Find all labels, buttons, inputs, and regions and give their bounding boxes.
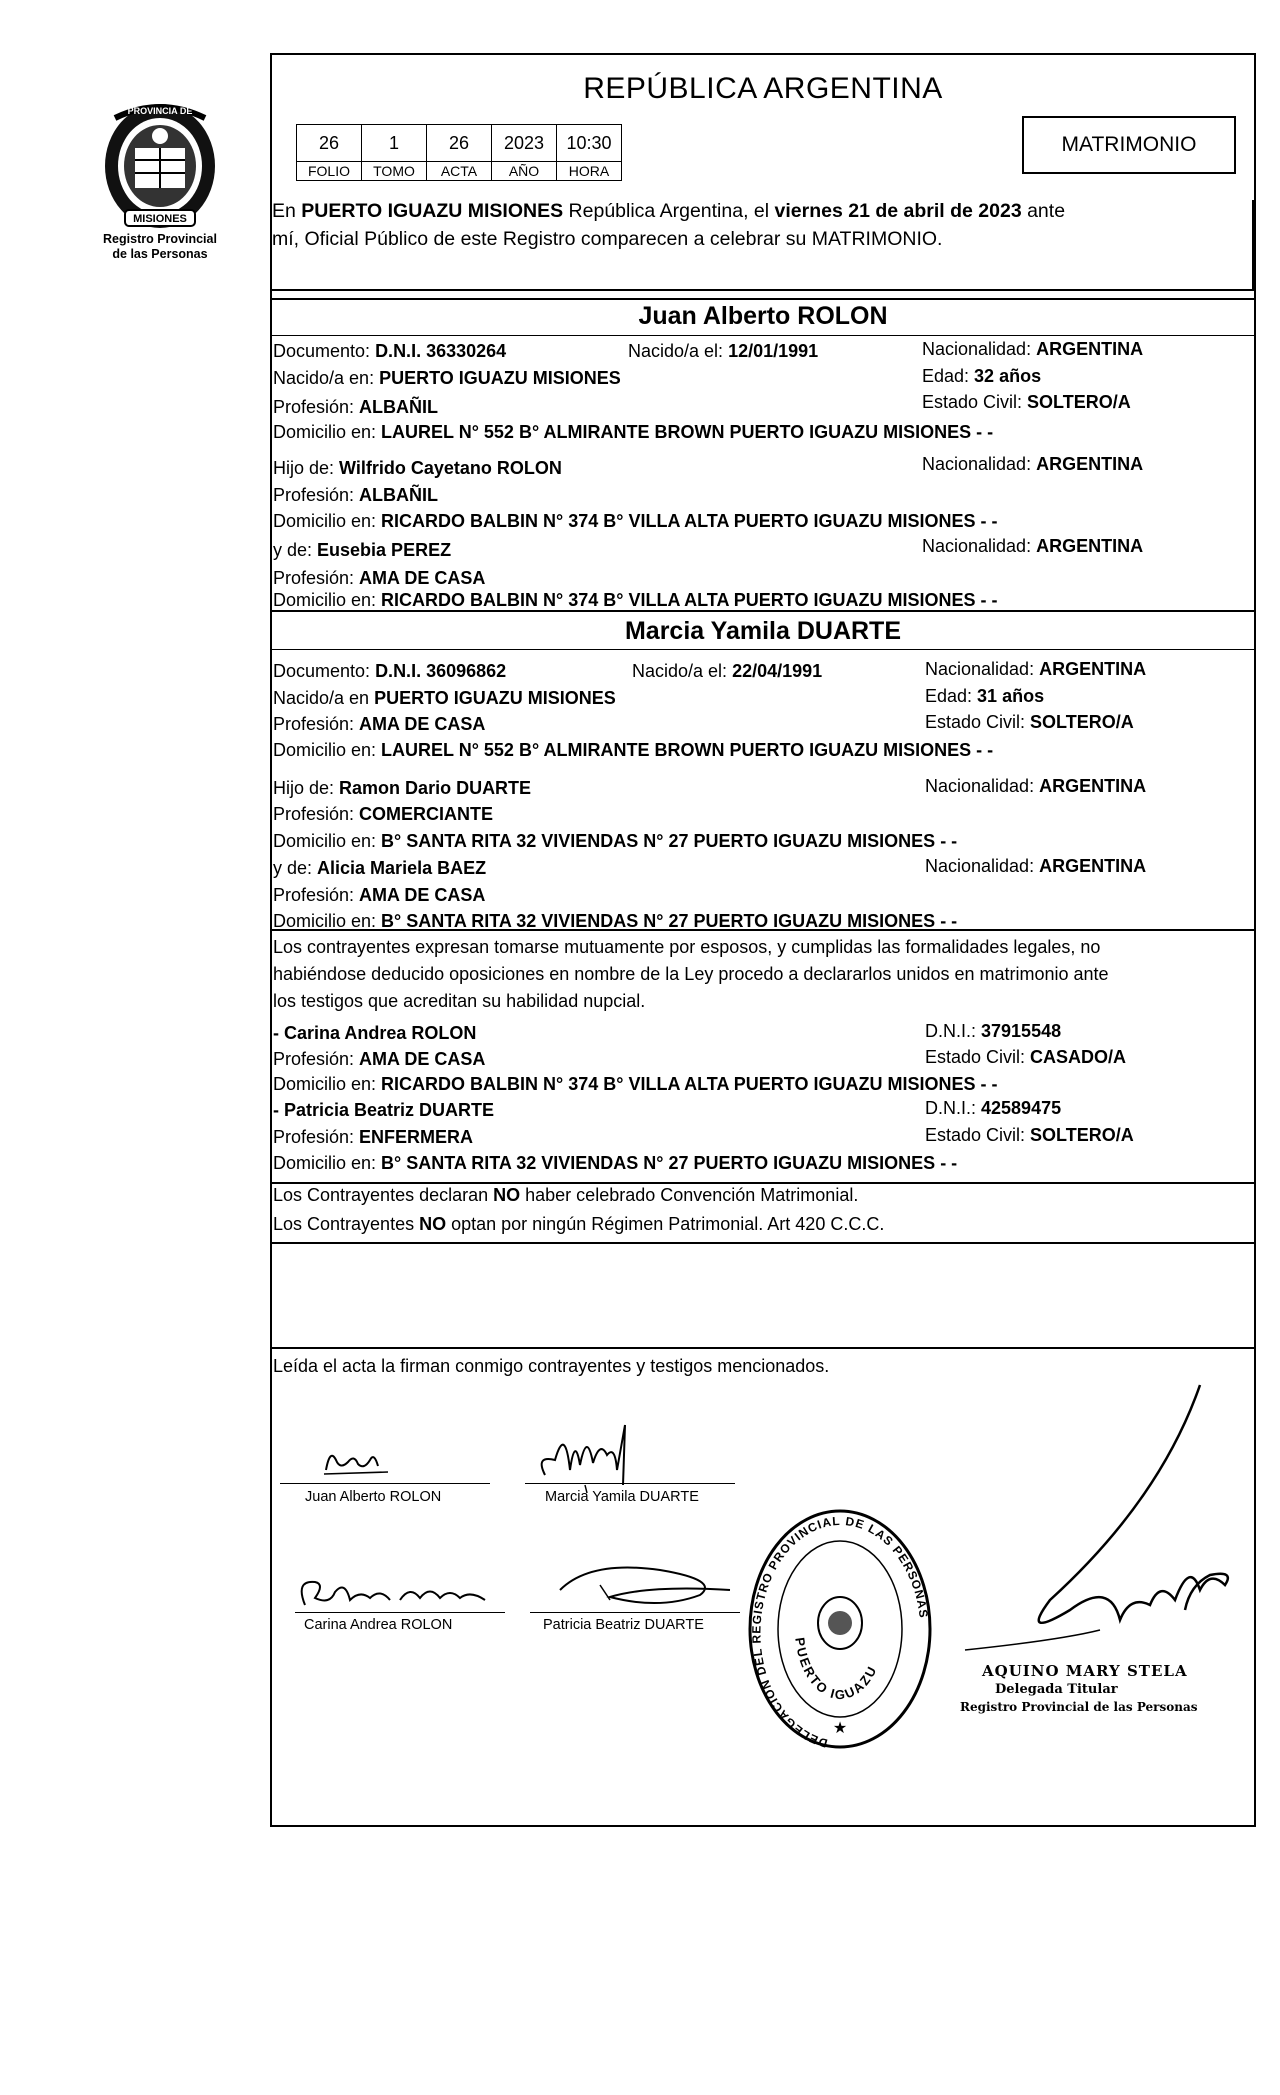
svg-text:PROVINCIA DE: PROVINCIA DE xyxy=(127,106,193,116)
signature-line xyxy=(295,1612,505,1613)
signature-name-spouse2: Marcia Yamila DUARTE xyxy=(545,1489,699,1505)
spouse1-father-address: Domicilio en: RICARDO BALBIN N° 374 B° VILLA ALTA PUERTO IGUAZU MISIONES - - xyxy=(273,511,998,531)
spouse1-civil-status: Estado Civil: SOLTERO/A xyxy=(922,392,1131,412)
spouse1-father: Hijo de: Wilfrido Cayetano ROLON xyxy=(273,458,562,478)
acta-label: ACTA xyxy=(427,162,492,181)
witness2-name: - Patricia Beatriz DUARTE xyxy=(273,1100,495,1120)
spouse1-father-profession: Profesión: ALBAÑIL xyxy=(273,485,439,505)
signature-line xyxy=(280,1483,490,1484)
spouse2-father-nationality: Nacionalidad: ARGENTINA xyxy=(925,776,1147,796)
tomo-value: 1 xyxy=(362,125,427,162)
officer-role: Delegada Titular xyxy=(995,1682,1118,1697)
intro-line2: mí, Oficial Público de este Registro comparecen a celebrar su MATRIMONIO. xyxy=(272,228,943,250)
svg-text:MISIONES: MISIONES xyxy=(133,213,187,225)
spouse2-civil-status: Estado Civil: SOLTERO/A xyxy=(925,712,1134,732)
signature-name-spouse1: Juan Alberto ROLON xyxy=(305,1489,442,1505)
divider xyxy=(270,289,1256,291)
signature-line xyxy=(530,1612,740,1613)
spouse1-nationality: Nacionalidad: ARGENTINA xyxy=(922,339,1144,359)
signature-witness1-icon xyxy=(290,1570,500,1615)
spouse1-age: Edad: 32 años xyxy=(922,366,1042,386)
spouse2-father: Hijo de: Ramon Dario DUARTE xyxy=(273,778,532,798)
country-title: REPÚBLICA ARGENTINA xyxy=(583,72,943,105)
witness1-name: - Carina Andrea ROLON xyxy=(273,1023,477,1043)
divider xyxy=(270,1347,1256,1349)
spouse2-age: Edad: 31 años xyxy=(925,686,1045,706)
spouse2-name: Marcia Yamila DUARTE xyxy=(624,617,902,645)
spouse1-birthplace: Nacido/a en: PUERTO IGUAZU MISIONES xyxy=(273,368,621,388)
spouse1-father-nationality: Nacionalidad: ARGENTINA xyxy=(922,454,1144,474)
signature-line xyxy=(525,1483,735,1484)
spouse2-mother-nationality: Nacionalidad: ARGENTINA xyxy=(925,856,1147,876)
spouse1-mother-address: Domicilio en: RICARDO BALBIN N° 374 B° VILLA ALTA PUERTO IGUAZU MISIONES - - xyxy=(273,590,998,610)
spouse2-nationality: Nacionalidad: ARGENTINA xyxy=(925,659,1147,679)
spouse2-profession: Profesión: AMA DE CASA xyxy=(273,714,486,734)
registry-label xyxy=(70,232,250,262)
folio-label: FOLIO xyxy=(297,162,362,181)
signature-spouse1-icon xyxy=(318,1440,408,1480)
tomo-label: TOMO xyxy=(362,162,427,181)
ano-value: 2023 xyxy=(492,125,557,162)
hora-value: 10:30 xyxy=(557,125,622,162)
officer-name: AQUINO MARY STELA xyxy=(982,1662,1188,1680)
spouse1-mother-nationality: Nacionalidad: ARGENTINA xyxy=(922,536,1144,556)
divider xyxy=(270,649,1256,650)
spouse2-address: Domicilio en: LAUREL N° 552 B° ALMIRANTE BROWN PUERTO IGUAZU MISIONES - - xyxy=(273,740,994,760)
closing-statement: Leída el acta la firman conmigo contrayentes y testigos mencionados. xyxy=(273,1356,830,1376)
spouse2-mother: y de: Alicia Mariela BAEZ xyxy=(273,858,487,878)
signature-name-witness1: Carina Andrea ROLON xyxy=(304,1617,453,1633)
witness1-civil-status: Estado Civil: CASADO/A xyxy=(925,1047,1127,1067)
spouse1-address: Domicilio en: LAUREL N° 552 B° ALMIRANTE BROWN PUERTO IGUAZU MISIONES - - xyxy=(273,422,994,442)
spouse2-father-profession: Profesión: COMERCIANTE xyxy=(273,804,494,824)
spouse1-profession: Profesión: ALBAÑIL xyxy=(273,397,439,417)
divider xyxy=(1252,200,1254,290)
signature-officer-icon xyxy=(960,1380,1240,1660)
divider xyxy=(270,298,1256,300)
convention-line1: Los Contrayentes declaran NO haber celebrado Convención Matrimonial. xyxy=(273,1185,859,1205)
witness1-address: Domicilio en: RICARDO BALBIN N° 374 B° VILLA ALTA PUERTO IGUAZU MISIONES - - xyxy=(273,1074,998,1094)
svg-text:PUERTO IGUAZU: PUERTO IGUAZU xyxy=(792,1636,881,1703)
spouse2-birthplace: Nacido/a en PUERTO IGUAZU MISIONES xyxy=(273,688,616,708)
provincial-seal-icon xyxy=(95,98,225,233)
signature-name-witness2: Patricia Beatriz DUARTE xyxy=(543,1617,704,1633)
ano-label: AÑO xyxy=(492,162,557,181)
spouse2-mother-profession: Profesión: AMA DE CASA xyxy=(273,885,486,905)
spouse1-name: Juan Alberto ROLON xyxy=(638,302,888,330)
spouse2-mother-address: Domicilio en: B° SANTA RITA 32 VIVIENDAS N° 27 PUERTO IGUAZU MISIONES - - xyxy=(273,911,958,931)
hora-label: HORA xyxy=(557,162,622,181)
convention-line2: Los Contrayentes NO optan por ningún Régimen Patrimonial. Art 420 C.C.C. xyxy=(273,1214,885,1234)
registry-label-line1: Registro Provincial xyxy=(103,232,217,246)
witness2-profession: Profesión: ENFERMERA xyxy=(273,1127,474,1147)
witness1-dni: D.N.I.: 37915548 xyxy=(925,1021,1062,1041)
spouse1-birthdate: Nacido/a el: 12/01/1991 xyxy=(628,341,819,361)
svg-text:DELEGACION DEL REGISTRO PROVIN: DELEGACION DEL REGISTRO PROVINCIAL DE LAS PERSONAS xyxy=(749,1513,931,1751)
record-data-table xyxy=(296,124,622,181)
divider xyxy=(270,335,1256,336)
witness2-address: Domicilio en: B° SANTA RITA 32 VIVIENDAS N° 27 PUERTO IGUAZU MISIONES - - xyxy=(273,1153,958,1173)
declaration-line2: habiéndose deducido oposiciones en nombre de la Ley procedo a declararlos unidos en matrimonio ante xyxy=(273,964,1109,984)
witness2-dni: D.N.I.: 42589475 xyxy=(925,1098,1062,1118)
intro-line1: En PUERTO IGUAZU MISIONES República Argentina, el viernes 21 de abril de 2023 ante xyxy=(272,200,1066,222)
declaration-line3: los testigos que acreditan su habilidad nupcial. xyxy=(273,991,646,1011)
acta-value: 26 xyxy=(427,125,492,162)
spouse1-mother-profession: Profesión: AMA DE CASA xyxy=(273,568,486,588)
official-stamp-icon xyxy=(745,1505,935,1753)
spouse2-document: Documento: D.N.I. 36096862 xyxy=(273,661,507,681)
registry-label-line2: de las Personas xyxy=(112,247,208,261)
svg-text:★: ★ xyxy=(832,1720,848,1737)
divider xyxy=(270,1242,1256,1244)
spouse1-document: Documento: D.N.I. 36330264 xyxy=(273,341,507,361)
record-type-box: MATRIMONIO xyxy=(1022,116,1236,174)
declaration-line1: Los contrayentes expresan tomarse mutuamente por esposos, y cumplidas las formalidades legales, no xyxy=(273,937,1101,957)
folio-value: 26 xyxy=(297,125,362,162)
spouse1-mother: y de: Eusebia PEREZ xyxy=(273,540,452,560)
officer-registry: Registro Provincial de las Personas xyxy=(960,1700,1198,1714)
spouse2-father-address: Domicilio en: B° SANTA RITA 32 VIVIENDAS N° 27 PUERTO IGUAZU MISIONES - - xyxy=(273,831,958,851)
witness1-profession: Profesión: AMA DE CASA xyxy=(273,1049,486,1069)
witness2-civil-status: Estado Civil: SOLTERO/A xyxy=(925,1125,1134,1145)
spouse2-birthdate: Nacido/a el: 22/04/1991 xyxy=(632,661,823,681)
signature-witness2-icon xyxy=(550,1555,740,1610)
